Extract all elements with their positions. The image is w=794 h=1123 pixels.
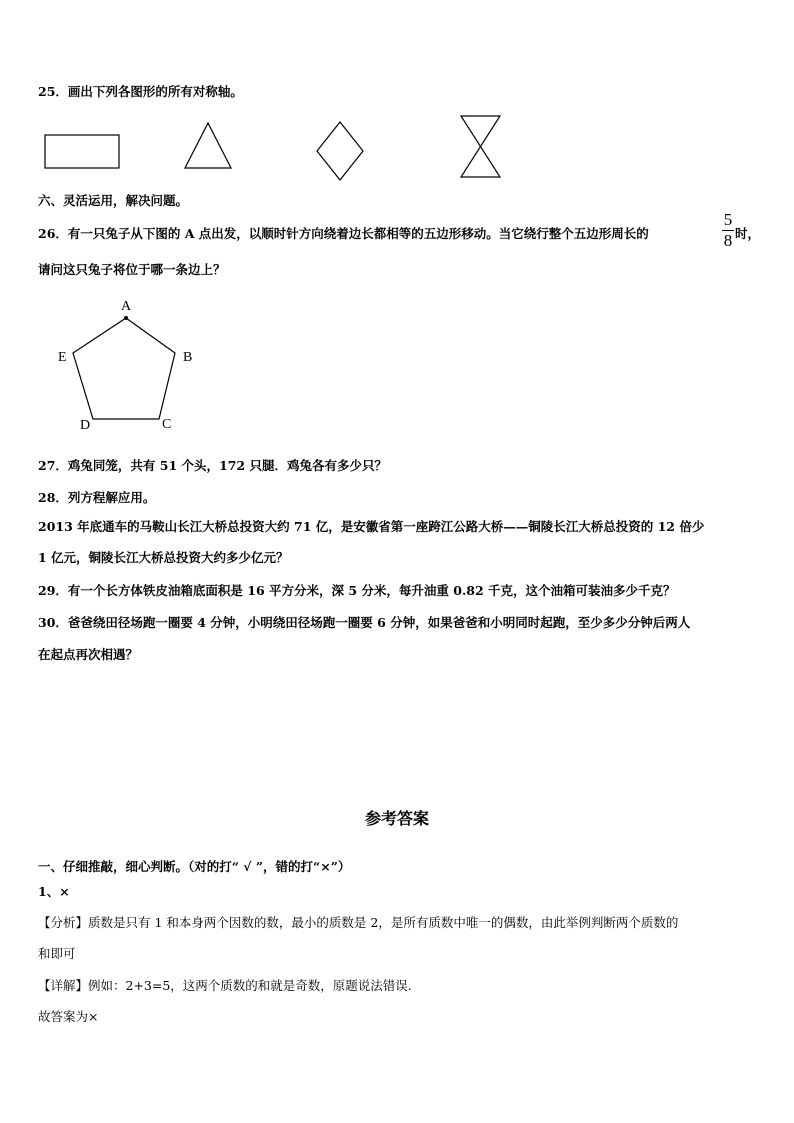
q26-line1: 26．有一只兔子从下图的 A 点出发，以顺时针方向绕着边长都相等的五边形移动。当它绕行整个五边形周长的 — [38, 226, 649, 241]
q26-line1-tail: 时， — [735, 226, 761, 241]
section6-heading: 六、灵活运用，解决问题。 — [38, 193, 189, 208]
pentagon-shape — [73, 318, 175, 419]
fraction-numerator: 5 — [723, 210, 733, 229]
answers-item1: 1、× — [38, 884, 70, 899]
q25-text: 25．画出下列各图形的所有对称轴。 — [38, 84, 243, 99]
q28-body2: 1 亿元，铜陵长江大桥总投资大约多少亿元？ — [38, 550, 289, 565]
q30-line2: 在起点再次相遇？ — [38, 647, 139, 662]
answers-analysis1: 【分析】质数是只有 1 和本身两个因数的数，最小的质数是 2，是所有质数中唯一的偶数，由此举例判断两个质数的 — [38, 915, 679, 930]
point-a-dot — [124, 316, 128, 320]
answers-title: 参考答案 — [364, 809, 429, 828]
vertex-label-a: A — [121, 299, 132, 314]
vertex-label-e: E — [58, 350, 67, 365]
answers-analysis2: 和即可 — [38, 946, 76, 961]
q26-line2: 请问这只兔子将位于哪一条边上？ — [38, 262, 226, 277]
answers-detail: 【详解】例如：2+3=5，这两个质数的和就是奇数，原题说法错误. — [38, 978, 412, 993]
answers-section1: 一、仔细推敲，细心判断。（对的打“ √ ”，错的打“×”） — [38, 859, 351, 874]
fraction-denominator: 8 — [723, 231, 733, 250]
q28-text: 28．列方程解应用。 — [38, 490, 156, 505]
answers-conclusion: 故答案为× — [38, 1009, 99, 1024]
vertex-label-c: C — [162, 417, 172, 432]
q30-line1: 30．爸爸绕田径场跑一圈要 4 分钟，小明绕田径场跑一圈要 6 分钟，如果爸爸和小明同时起跑，至少多少分钟后两人 — [38, 615, 691, 630]
q28-body1: 2013 年底通车的马鞍山长江大桥总投资大约 71 亿，是安徽省第一座跨江公路大桥——铜陵长江大桥总投资的 12 倍少 — [38, 519, 705, 534]
vertex-label-d: D — [80, 418, 91, 433]
q29-text: 29．有一个长方体铁皮油箱底面积是 16 平方分米，深 5 分米，每升油重 0.82 千克，这个油箱可装油多少千克？ — [38, 583, 676, 598]
q27-text: 27．鸡兔同笼，共有 51 个头，172 只腿．鸡兔各有多少只？ — [38, 458, 387, 473]
vertex-label-b: B — [183, 350, 193, 365]
